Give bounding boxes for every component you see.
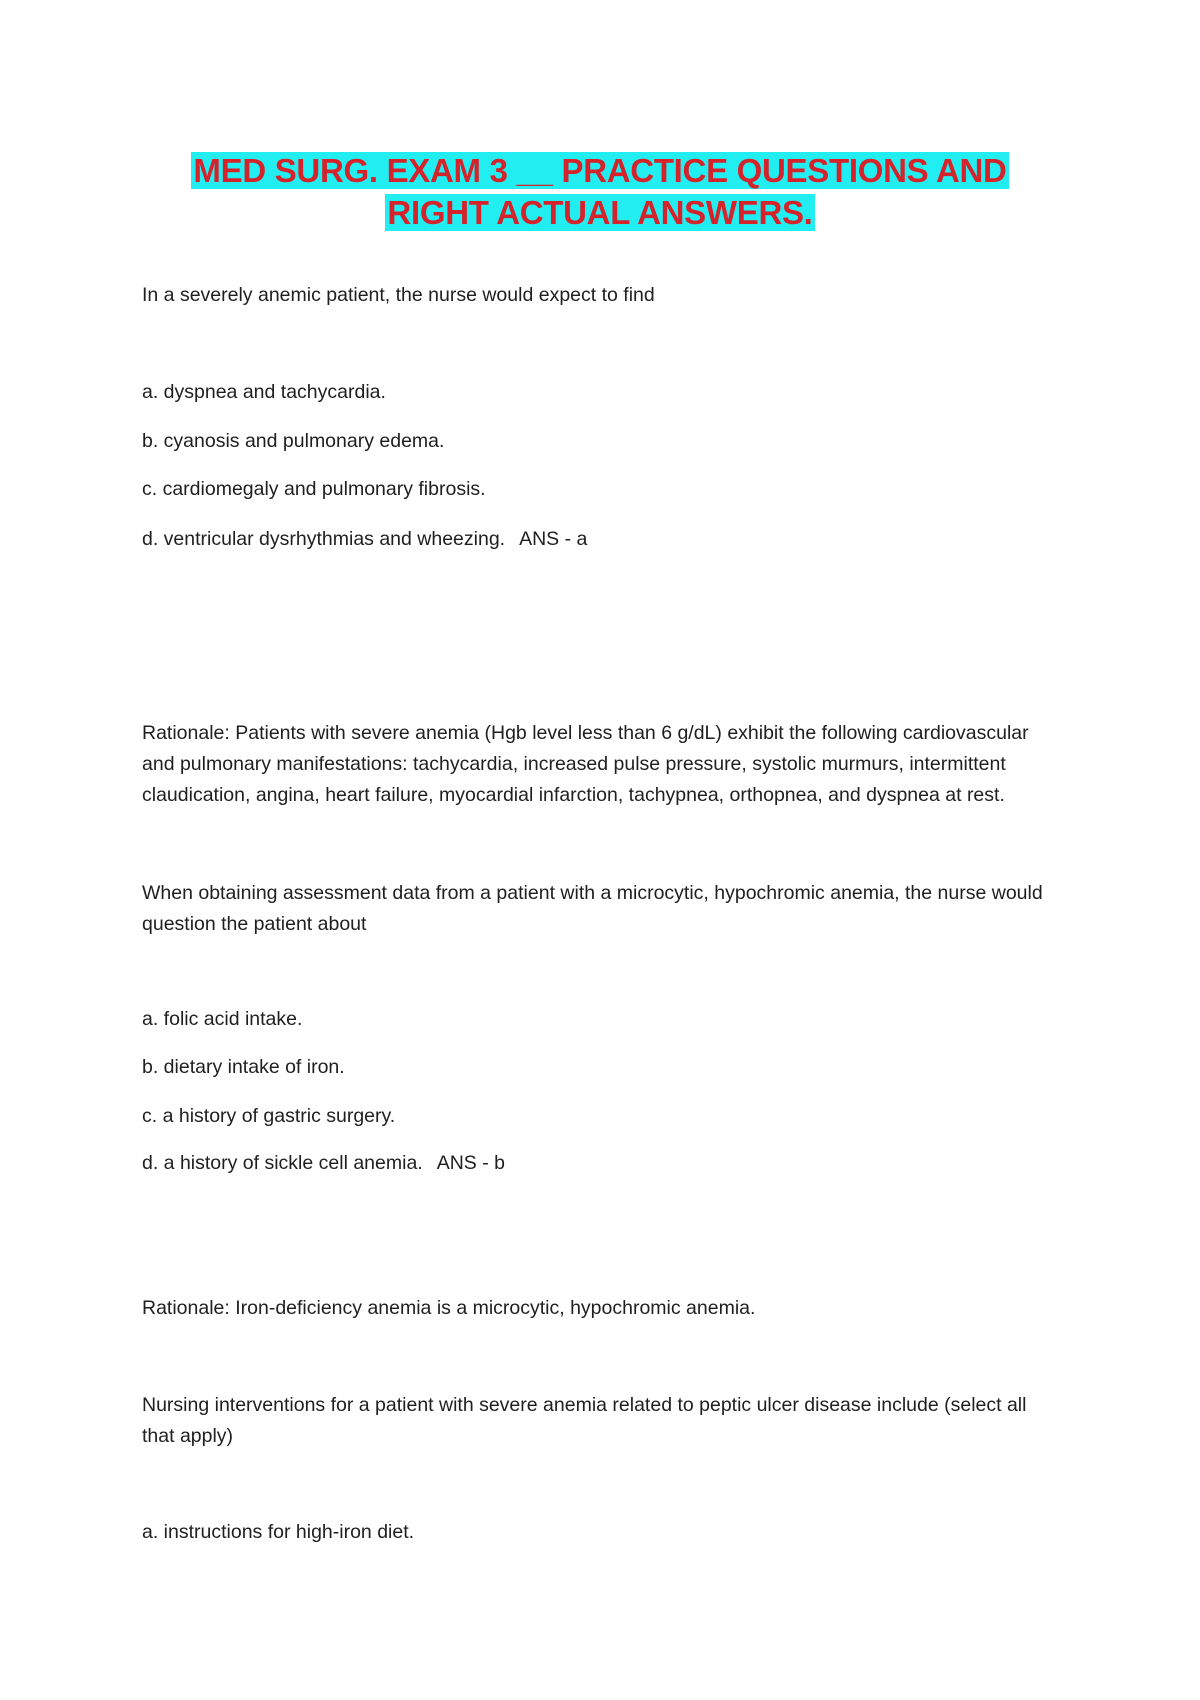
question-1-option-d: d. ventricular dysrhythmias and wheezing. bbox=[142, 528, 506, 550]
question-1-option-c: c. cardiomegaly and pulmonary fibrosis. bbox=[142, 478, 486, 500]
question-1-option-b: b. cyanosis and pulmonary edema. bbox=[142, 430, 445, 452]
question-1-rationale: Rationale: Patients with severe anemia (Hgb level less than 6 g/dL) exhibit the following cardiovascular and pulmonary manifestations: tachycardia, increased pulse pressure, systolic murmurs, intermittent claudication, angina, heart failure, myocardial infarction, tachypnea, orthopnea, and dyspnea at rest. bbox=[142, 722, 1029, 806]
title-line-1: MED SURG. EXAM 3 __ PRACTICE QUESTIONS AND bbox=[193, 152, 1007, 189]
question-2-answer: ANS - b bbox=[436, 1152, 505, 1174]
question-2-rationale: Rationale: Iron-deficiency anemia is a microcytic, hypochromic anemia. bbox=[142, 1297, 756, 1319]
question-1-stem: In a severely anemic patient, the nurse would expect to find bbox=[142, 284, 655, 306]
question-2-option-c: c. a history of gastric surgery. bbox=[142, 1105, 396, 1127]
question-3-stem: Nursing interventions for a patient with severe anemia related to peptic ulcer disease include (select all that apply) bbox=[142, 1394, 1027, 1447]
question-1-answer: ANS - a bbox=[519, 528, 588, 550]
question-2-stem: When obtaining assessment data from a patient with a microcytic, hypochromic anemia, the nurse would question the patient about bbox=[142, 882, 1043, 935]
question-2-option-d: d. a history of sickle cell anemia. bbox=[142, 1152, 423, 1174]
question-3-option-a: a. instructions for high-iron diet. bbox=[142, 1521, 415, 1543]
question-2-option-a: a. folic acid intake. bbox=[142, 1008, 303, 1030]
question-1-option-d-row bbox=[142, 524, 1062, 555]
question-1-option-a: a. dyspnea and tachycardia. bbox=[142, 381, 386, 403]
title-line-2: RIGHT ACTUAL ANSWERS. bbox=[387, 194, 813, 231]
document-title bbox=[130, 150, 1070, 234]
question-2-option-d-row bbox=[142, 1148, 1062, 1179]
question-2-option-b: b. dietary intake of iron. bbox=[142, 1056, 345, 1078]
